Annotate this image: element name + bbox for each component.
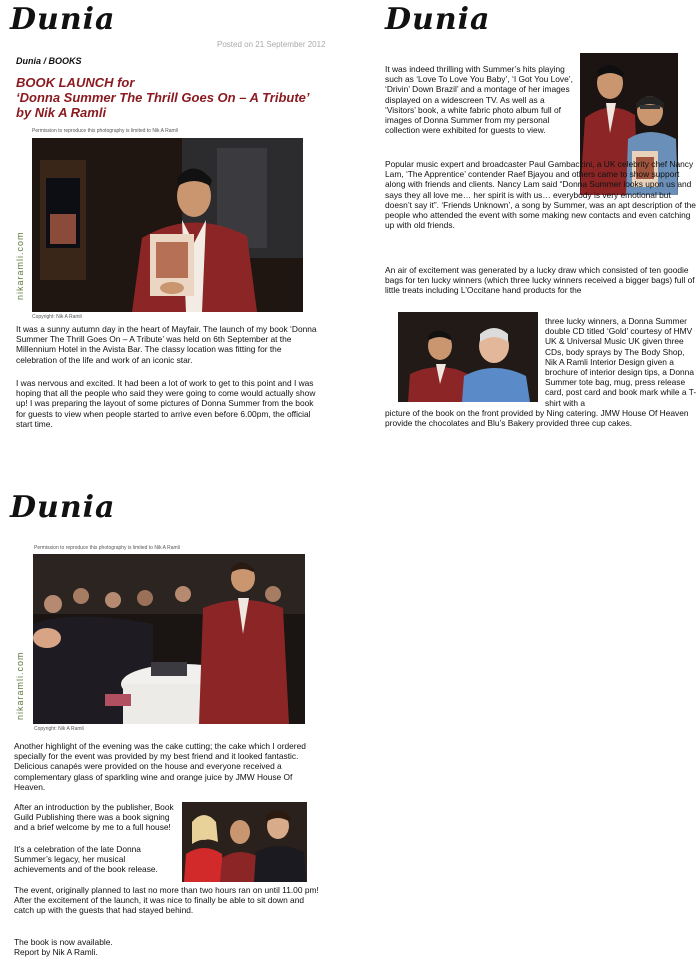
paragraph-1: It was indeed thrilling with Summer’s hits playing such as ‘Love To Love You Baby’, ‘I Got You Love’, ‘Drivin’ Down Brazil’ and a montage of her images displayed on a widescreen TV. As well as a ‘Visitors’ book, a white fabric photo album full of images of Donna Summer from my personal collection were exhibited for guests to view. (385, 64, 573, 136)
paragraph-1: Another highlight of the evening was the cake cutting; the cake which I ordered specially for the event was provided by my best friend and it looked fantastic. Delicious canapés were provided on the house and everyone received a complementary glass of sparkling wine and orange juice by JMW House Of Heaven. (14, 741, 306, 792)
title-line-1: BOOK LAUNCH for (16, 75, 135, 90)
page-3 (0, 490, 340, 978)
article-title (16, 75, 316, 120)
paragraph-4: The event, originally planned to last no more than two hours ran on until 11.00 pm! After the excitement of the launch, it was nice to finally be able to sit down and catch up with the guests that had stayed behind. (14, 885, 319, 916)
photo-author-with-guests (182, 802, 307, 882)
paragraph-1: It was a sunny autumn day in the heart of Mayfair. The launch of my book ‘Donna Summer The Thrill Goes On – A Tribute’ was held on 6th September at the Millennium Hotel in the Avista Bar. The classy location was fitting for the celebration of the life and work of an iconic star. (16, 324, 317, 365)
copyright-note: Copyright: Nik A Ramli (32, 314, 82, 320)
page-1 (0, 0, 340, 460)
paragraph-2: Popular music expert and broadcaster Paul Gambaccini, a UK celebrity chef Nancy Lam, ‘The Apprentice’ contender Raef Bjayou and others came to show support along with friends and clients. Nancy Lam said “Donna Summer looks upon us and says they all love me… her spirit is with us… everybody is very emotional but doesn’t say it”. ‘Friends Unknown’, a song by Summer, was an apt description of the people who attended the event with some making new contacts and even catching up with old friends. (385, 159, 696, 231)
side-url: nikaramli.com (15, 231, 25, 300)
photo-author-with-paul-gambaccini (398, 312, 538, 402)
copyright-note: Copyright: Nik A Ramli (34, 726, 84, 732)
paragraph-5a: The book is now available. (14, 937, 113, 947)
side-url: nikaramli.com (15, 651, 25, 720)
paragraph-3a: An air of excitement was generated by a lucky draw which consisted of ten goodie bags for ten lucky winners (which three lucky winners received a bigger bags) full of little treats including L’Occitane hand products for the (385, 265, 695, 296)
paragraph-2: I was nervous and excited. It had been a lot of work to get to this point and I was hoping that all the people who said they were going to come would actually show up! I was preparing the layout of some pictures of Donna Summer from the book for guests to view when people started to arrive even before 6.00pm, the official start time. (16, 378, 316, 429)
permission-note: Permission to reproduce this photography is limited to Nik A Ramli (34, 545, 180, 551)
paragraph-3c: picture of the book on the front provided by Ning catering. JMW House Of Heaven provide the chocolates and Blu’s Bakery provided three cup cakes. (385, 408, 689, 429)
paragraph-3b: three lucky winners, a Donna Summer double CD titled ‘Gold’ courtesy of HMV UK & Universal Music UK given three CDs, body sprays by The Body Shop, Nik A Ramli Interior Design given a brochure of interior design tips, a Donna Summer tote bag, mug, press release card, post card and book mark while a T-shirt with a (545, 316, 697, 408)
logo: Dunia (385, 2, 491, 37)
section-label: Dunia / BOOKS (16, 56, 82, 66)
photo-author-with-book-art (32, 138, 303, 312)
photo-cake-cutting (33, 554, 305, 724)
paragraph-3: It’s a celebration of the late Donna Summer’s legacy, her musical achievements and of the book release. (14, 844, 158, 875)
posted-date: Posted on 21 September 2012 (217, 40, 326, 49)
page-2 (360, 0, 700, 460)
title-line-2: ‘Donna Summer The Thrill Goes On – A Tribute’ (16, 90, 310, 105)
photo-author-with-book (32, 138, 303, 312)
paragraph-2: After an introduction by the publisher, Book Guild Publishing there was a book signing and a brief welcome by me to a full house! (14, 802, 174, 833)
title-line-3: by Nik A Ramli (16, 105, 107, 120)
paragraph-5b: Report by Nik A Ramli. (14, 947, 98, 957)
photo-author-with-guests-art (182, 802, 307, 882)
photo-cake-cutting-art (33, 554, 305, 724)
permission-note: Permission to reproduce this photography is limited to Nik A Ramli (32, 128, 178, 134)
photo-author-with-paul-gambaccini-art (398, 312, 538, 402)
logo: Dunia (10, 2, 116, 37)
logo: Dunia (10, 490, 116, 525)
